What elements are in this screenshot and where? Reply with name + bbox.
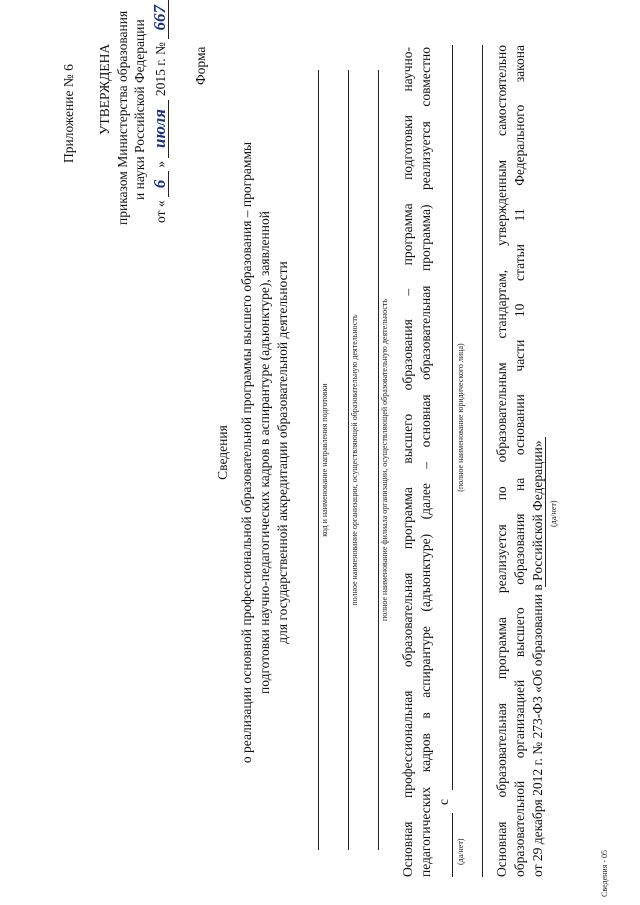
doc-heading: Сведения [215, 425, 230, 480]
code-fill-line[interactable] [318, 70, 319, 850]
para2-yesno-caption: (да/нет) [549, 500, 558, 527]
section-separator [482, 45, 483, 877]
date-prefix: от « [153, 200, 168, 223]
appendix-number: Приложение № 6 [61, 64, 76, 163]
para2-line-2: образовательной организацией высшего образования на основании части 10 статьи 11 Федерального закона [512, 45, 527, 877]
para2-yesno-line[interactable] [545, 437, 546, 587]
order-number-handwritten: 667 [151, 0, 169, 39]
para1-line-1: Основная профессиональная образовательная программа высшего образования – программа подготовки научно- [400, 47, 415, 877]
para1-entity-caption: (полное наименование юридического лица) [456, 343, 465, 492]
date-month-handwritten: июля [151, 100, 169, 158]
page-footer-label: Сведения - 05 [600, 849, 609, 897]
para1-yesno-caption: (да/нет) [456, 838, 465, 865]
code-caption: код и наименование направления подготовки [320, 383, 329, 537]
title-line-2: подготовки научно-педагогических кадров в аспирантуре (адъюнктуре), заявленной [257, 211, 272, 694]
form-label: Форма [193, 46, 208, 85]
branch-caption: полное наименование филиала организации, осуществляющей образовательную деятельность [380, 298, 389, 622]
para1-line-2: педагогических кадров в аспирантуре (адъюнктуре) (далее – основная образовательная программа) реализуется совместно [418, 47, 433, 877]
title-line-3: для государственной аккредитации образовательной деятельности [275, 261, 290, 644]
para1-entity-line[interactable] [452, 45, 453, 790]
para2-line-1: Основная образовательная программа реализуется по образовательным стандартам, утвержденным самостоятельно [494, 45, 509, 877]
approved-label: УТВЕРЖДЕНА [97, 43, 112, 135]
org-caption: полное наименование организации, осуществляющей образовательную деятельность [350, 314, 359, 606]
order-line-1: приказом Министерства образования [115, 10, 130, 225]
branch-fill-line[interactable] [378, 70, 379, 850]
para2-line-3: от 29 декабря 2012 г. № 273-Ф3 «Об образовании в Российской Федерации» [530, 440, 545, 877]
order-line-2: и науки Российской Федерации [132, 19, 147, 200]
para1-c-label: с [436, 799, 451, 805]
org-fill-line[interactable] [348, 70, 349, 850]
date-day-handwritten: 6 [151, 171, 169, 197]
order-date-line [151, 0, 169, 223]
title-line-1: о реализации основной профессиональной образовательной программы высшего образования – программы [239, 141, 254, 764]
para1-yesno-line[interactable] [452, 813, 453, 877]
date-year: 2015 г. № [153, 42, 168, 97]
date-mid: » [153, 160, 168, 168]
